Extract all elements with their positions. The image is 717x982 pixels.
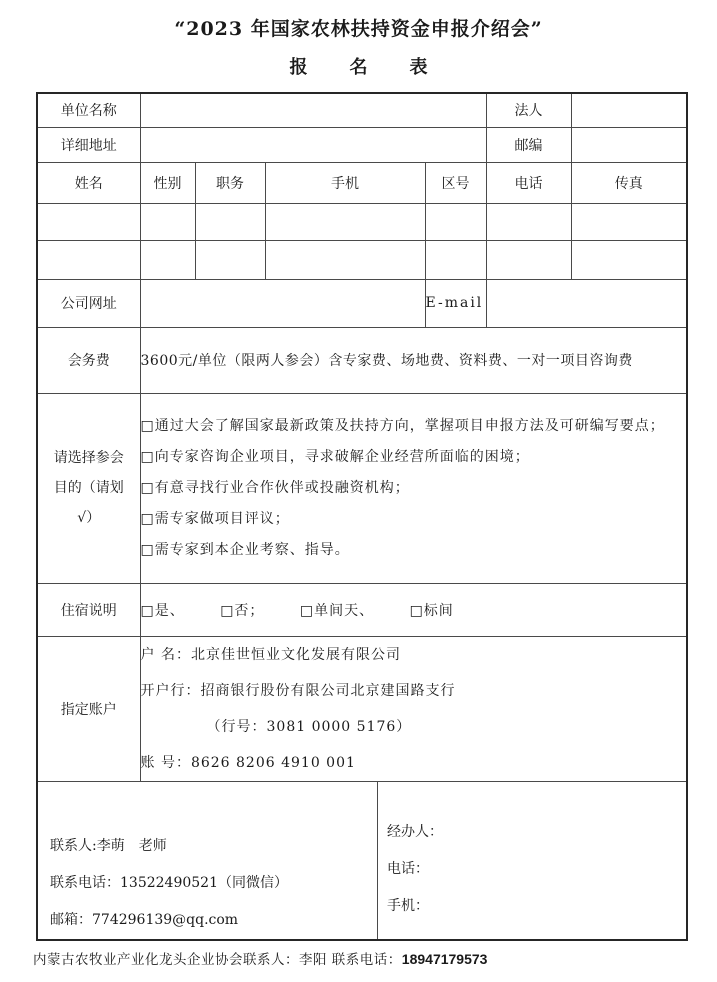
attendee2-fax-cell[interactable]: [571, 240, 687, 279]
page-title: “2023 年国家农林扶持资金申报介绍会”: [174, 18, 543, 40]
attendee1-name-cell[interactable]: [37, 203, 140, 240]
purpose-label-line3: √）: [77, 510, 101, 526]
bottom-section: [37, 781, 687, 940]
email-input[interactable]: [486, 279, 687, 327]
legal-person-label: 法人: [486, 93, 571, 127]
lodging-label: 住宿说明: [37, 583, 140, 636]
attendee2-gender-cell[interactable]: [140, 240, 195, 279]
col-header-fax: 传真: [571, 162, 687, 203]
purpose-options: [140, 393, 687, 583]
purpose-checkbox-item-3[interactable]: □有意寻找行业合作伙伴或投融资机构；: [140, 479, 410, 496]
attendee2-name-cell[interactable]: [37, 240, 140, 279]
organizer-contact-phone: 联系电话：13522490521（同微信）: [50, 874, 288, 891]
lodging-checkbox-no[interactable]: □否；: [220, 602, 265, 619]
unit-name-input[interactable]: [140, 93, 486, 127]
address-input[interactable]: [140, 127, 486, 162]
footer-phone: 18947179573: [401, 950, 488, 967]
website-label: 公司网址: [37, 279, 140, 327]
account-number: 账 号：8626 8206 4910 001: [140, 754, 356, 771]
email-label: E-mail: [425, 279, 486, 327]
purpose-checkbox-item-2[interactable]: □向专家咨询企业项目，寻求破解企业经营所面临的困境；: [140, 448, 530, 465]
attendee1-phone-cell[interactable]: [486, 203, 571, 240]
postcode-label: 邮编: [486, 127, 571, 162]
handler-block: [378, 782, 686, 939]
registration-form-table: [36, 92, 688, 941]
unit-name-label: 单位名称: [37, 93, 140, 127]
col-header-areacode: 区号: [425, 162, 486, 203]
fee-label: 会务费: [37, 327, 140, 393]
purpose-label-line1: 请选择参会: [53, 450, 124, 466]
purpose-label-line2: 目的（请划: [53, 480, 124, 496]
attendee1-gender-cell[interactable]: [140, 203, 195, 240]
purpose-label: [37, 393, 140, 583]
handler-name-field[interactable]: 经办人：: [387, 823, 443, 840]
account-label: 指定账户: [37, 636, 140, 781]
attendee1-areacode-cell[interactable]: [425, 203, 486, 240]
handler-phone-field[interactable]: 电话：: [387, 860, 429, 877]
col-header-name: 姓名: [37, 162, 140, 203]
footer-note: [33, 948, 717, 968]
attendee2-mobile-cell[interactable]: [265, 240, 425, 279]
footer-text: 内蒙古农牧业产业化龙头企业协会联系人：李阳 联系电话：: [33, 951, 402, 968]
lodging-checkbox-yes[interactable]: □是、: [140, 602, 185, 619]
col-header-gender: 性别: [140, 162, 195, 203]
fee-text: 3600元/单位（限两人参会）含专家费、场地费、资料费、一对一项目咨询费: [140, 327, 687, 393]
lodging-checkbox-standard[interactable]: □标间: [409, 602, 454, 619]
website-input[interactable]: [140, 279, 425, 327]
account-holder-name: 户 名：北京佳世恒业文化发展有限公司: [140, 646, 401, 663]
col-header-position: 职务: [195, 162, 265, 203]
purpose-checkbox-item-5[interactable]: □需专家到本企业考察、指导。: [140, 541, 350, 558]
address-label: 详细地址: [37, 127, 140, 162]
handler-mobile-field[interactable]: 手机：: [387, 897, 429, 914]
postcode-input[interactable]: [571, 127, 687, 162]
purpose-checkbox-item-4[interactable]: □需专家做项目评议；: [140, 510, 290, 527]
attendee1-mobile-cell[interactable]: [265, 203, 425, 240]
account-bank-number: （行号：3081 0000 5176）: [206, 718, 412, 735]
col-header-mobile: 手机: [265, 162, 425, 203]
attendee2-position-cell[interactable]: [195, 240, 265, 279]
lodging-options: [140, 583, 687, 636]
attendee1-position-cell[interactable]: [195, 203, 265, 240]
purpose-checkbox-item-1[interactable]: □通过大会了解国家最新政策及扶持方向，掌握项目申报方法及可研编写要点；: [140, 417, 665, 434]
attendee2-phone-cell[interactable]: [486, 240, 571, 279]
account-bank-name: 开户行：招商银行股份有限公司北京建国路支行: [140, 682, 456, 699]
organizer-contact-email: 邮箱：774296139@qq.com: [50, 911, 239, 928]
attendee1-fax-cell[interactable]: [571, 203, 687, 240]
lodging-checkbox-single[interactable]: □单间天、: [299, 602, 375, 619]
col-header-phone: 电话: [486, 162, 571, 203]
account-details: [140, 636, 687, 781]
attendee2-areacode-cell[interactable]: [425, 240, 486, 279]
page-subtitle: 报 名 表: [289, 57, 440, 78]
organizer-contact-name: 联系人:李萌 老师: [50, 837, 167, 854]
organizer-contact-block: [38, 782, 378, 939]
legal-person-input[interactable]: [571, 93, 687, 127]
